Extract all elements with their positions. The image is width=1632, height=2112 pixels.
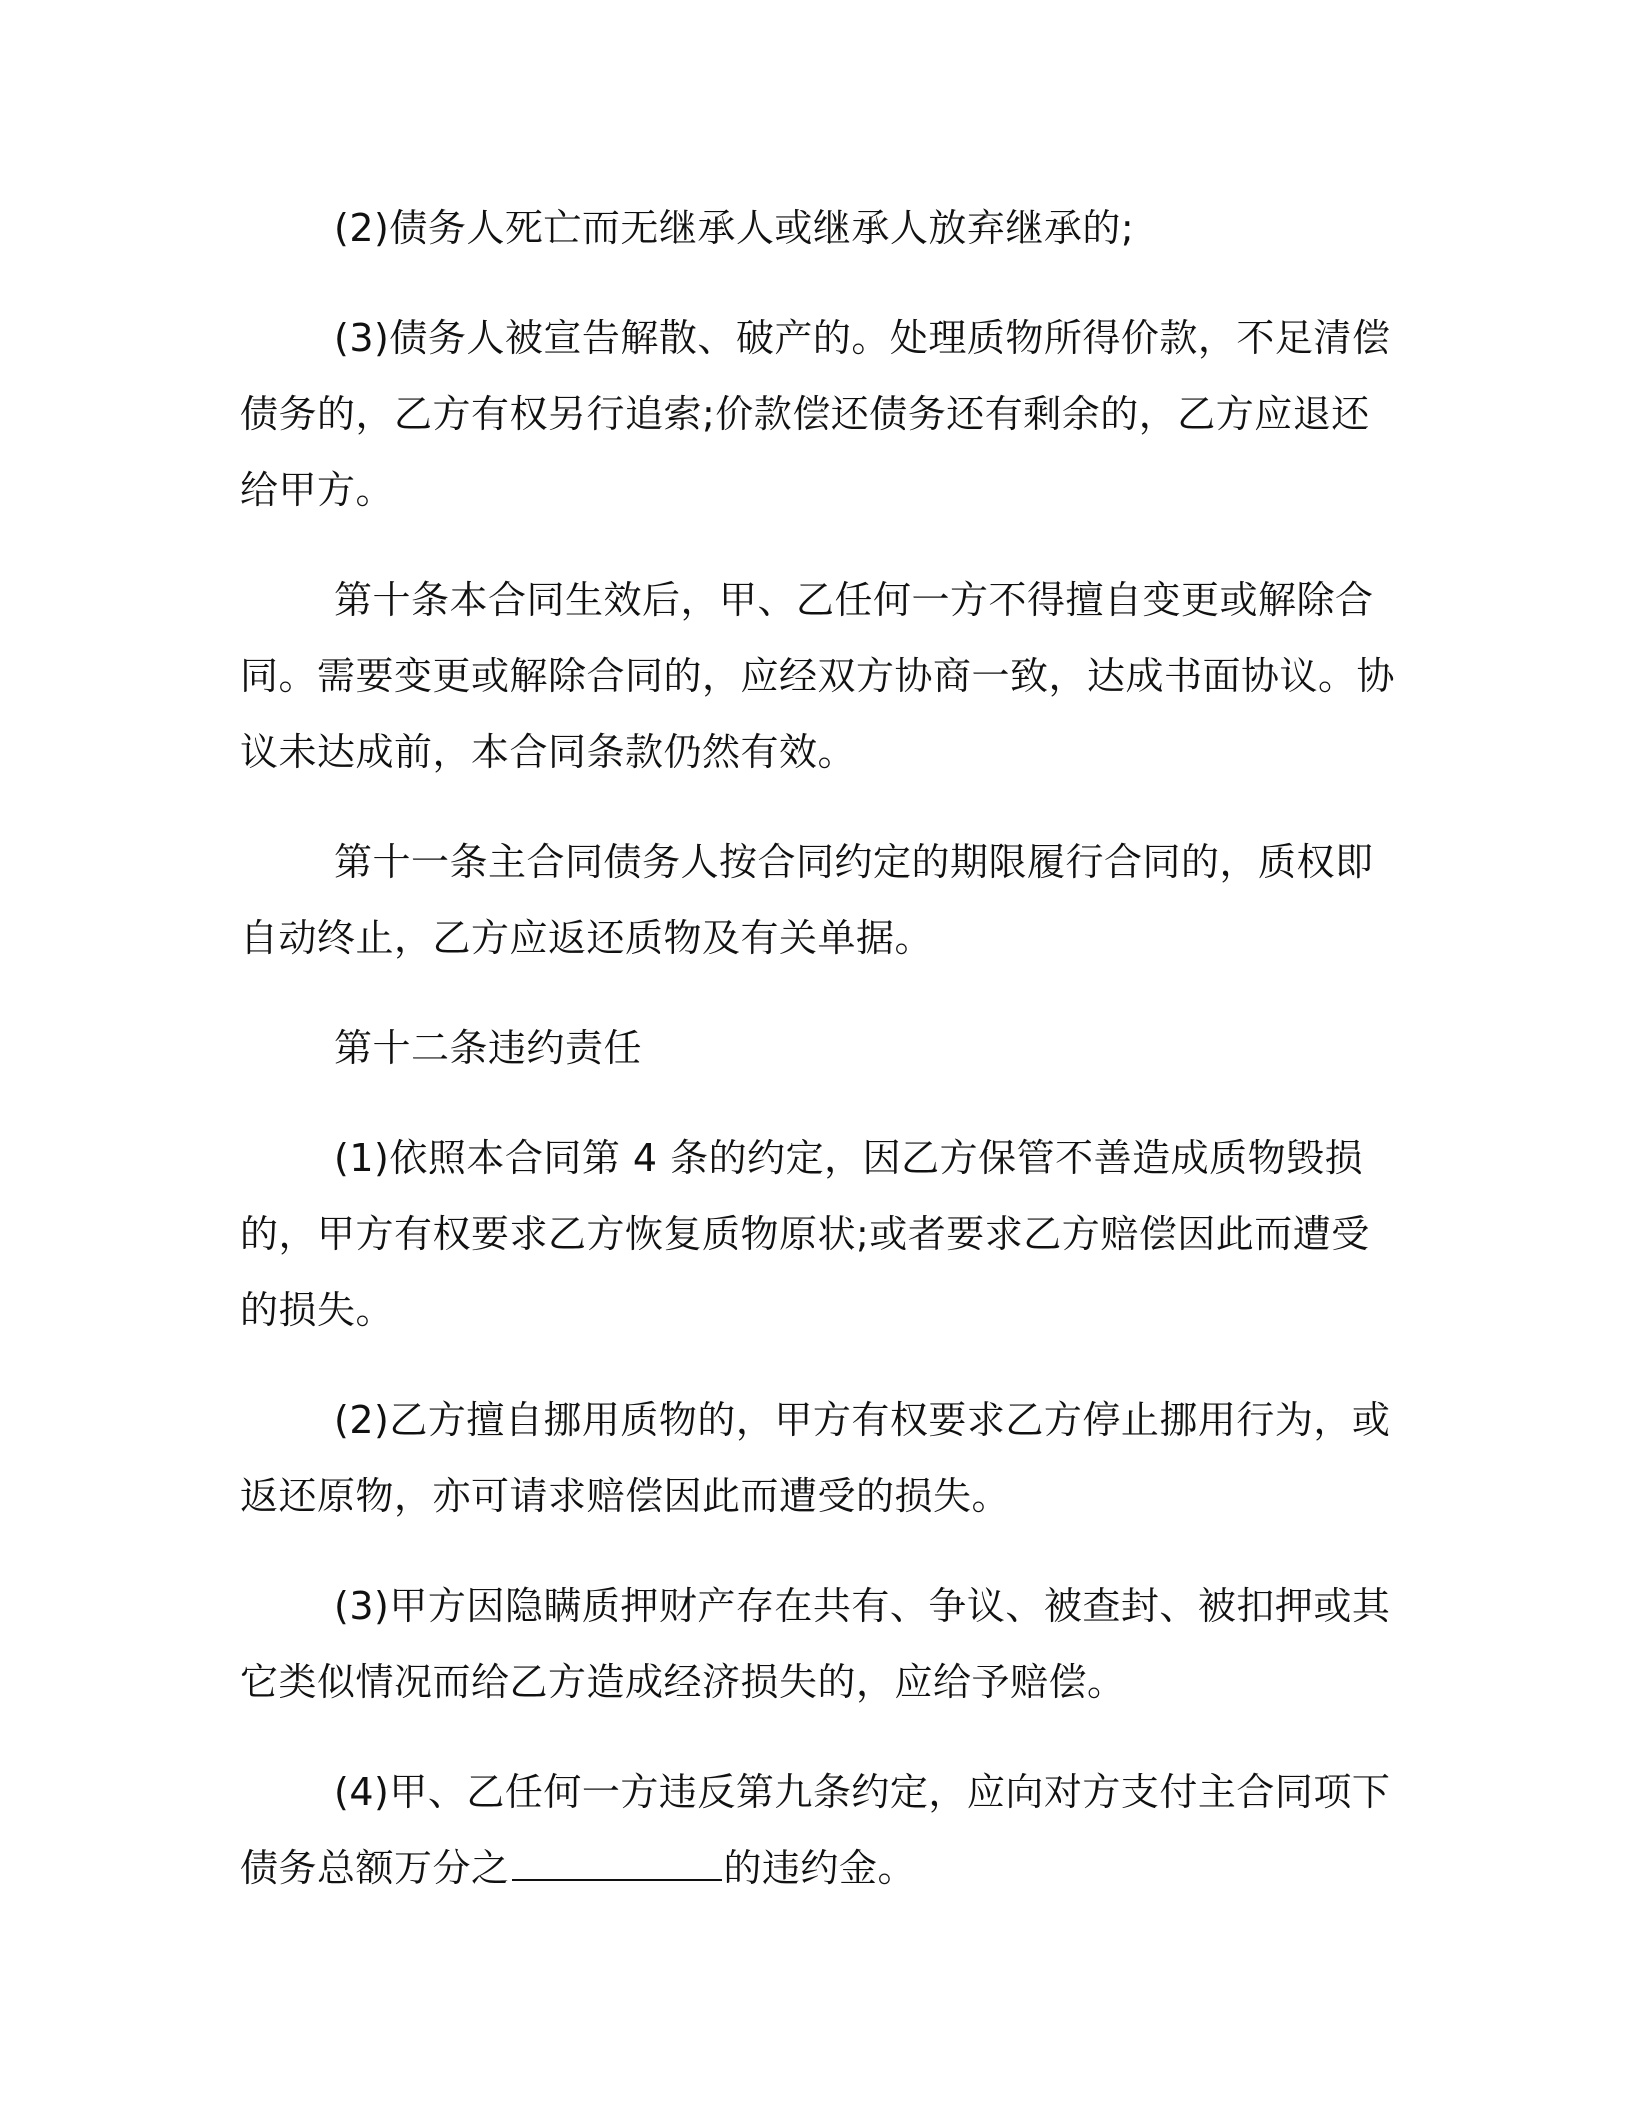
paragraph-liability-4-text-after: 的违约金。 — [723, 1846, 917, 1890]
paragraph-debtor-bankruptcy: (3)债务人被宣告解散、破产的。处理质物所得价款，不足清偿债务的，乙方有权另行追索;价款偿还债务还有剩余的，乙方应退还给甲方。 — [240, 316, 1391, 512]
paragraph-article-10: 第十条本合同生效后，甲、乙任何一方不得擅自变更或解除合同。需要变更或解除合同的，应经双方协商一致，达成书面协议。协议未达成前，本合同条款仍然有效。 — [240, 578, 1396, 774]
fill-in-blank — [512, 1849, 722, 1881]
paragraph-liability-1: (1)依照本合同第 4 条的约定，因乙方保管不善造成质物毁损的，甲方有权要求乙方恢复质物原状;或者要求乙方赔偿因此而遭受的损失。 — [240, 1136, 1370, 1332]
paragraph-liability-3: (3)甲方因隐瞒质押财产存在共有、争议、被查封、被扣押或其它类似情况而给乙方造成经济损失的，应给予赔偿。 — [240, 1584, 1391, 1704]
paragraph-article-11: 第十一条主合同债务人按合同约定的期限履行合同的，质权即自动终止，乙方应返还质物及有关单据。 — [240, 840, 1374, 960]
paragraph-debtor-death: (2)债务人死亡而无继承人或继承人放弃继承的; — [334, 206, 1135, 250]
paragraph-liability-4 — [240, 1754, 1400, 1906]
paragraph-liability-4-text-before: (4)甲、乙任何一方违反第九条约定，应向对方支付主合同项下债务总额万分之 — [240, 1770, 1391, 1890]
paragraph-liability-2: (2)乙方擅自挪用质物的，甲方有权要求乙方停止挪用行为，或返还原物，亦可请求赔偿因此而遭受的损失。 — [240, 1398, 1391, 1518]
paragraph-article-12-heading: 第十二条违约责任 — [334, 1026, 643, 1070]
document-body — [240, 190, 1400, 1940]
